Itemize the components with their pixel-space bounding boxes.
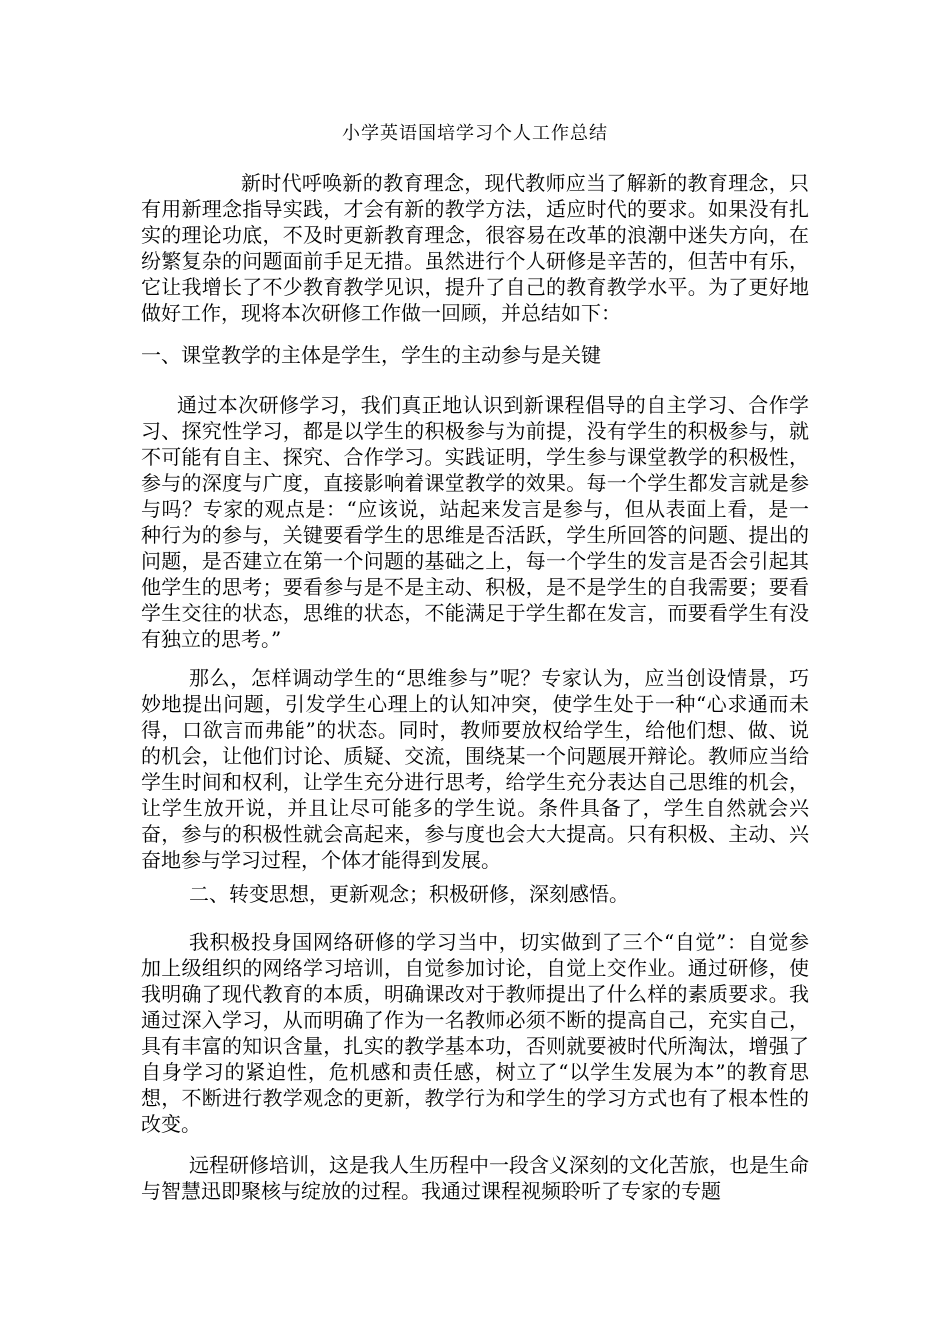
intro-paragraph: 新时代呼唤新的教育理念，现代教师应当了解新的教育理念，只有用新理念指导实践，才会有新的教学方法，适应时代的要求。如果没有扎实的理论功底，不及时更新教育理念，很容易在改革的浪潮中迷失方向，在纷繁复杂的问题面前手足无措。虽然进行个人研修是辛苦的，但苦中有乐，它让我增长了不少教育教学见识，提升了自己的教育教学水平。为了更好地做好工作，现将本次研修工作做一回顾，并总结如下： bbox=[141, 171, 809, 325]
section-2-heading: 二、转变思想，更新观念；积极研修，深刻感悟。 bbox=[189, 882, 629, 906]
section-2-paragraph-2: 远程研修培训，这是我人生历程中一段含义深刻的文化苦旅，也是生命与智慧迅即聚核与绽放的过程。我通过课程视频聆听了专家的专题 bbox=[141, 1153, 809, 1203]
section-1-paragraph-2: 那么，怎样调动学生的“思维参与”呢？专家认为，应当创设情景，巧妙地提出问题，引发学生心理上的认知冲突，使学生处于一种“心求通而未得，口欲言而弗能”的状态。同时，教师要放权给学生，给他们想、做、说的机会，让他们讨论、质疑、交流，围绕某一个问题展开辩论。教师应当给学生时间和权利，让学生充分进行思考，给学生充分表达自己思维的机会，让学生放开说，并且让尽可能多的学生说。条件具备了，学生自然就会兴奋，参与的积极性就会高起来，参与度也会大大提高。只有积极、主动、兴奋地参与学习过程，个体才能得到发展。 bbox=[141, 666, 809, 872]
section-1-heading: 一、课堂教学的主体是学生，学生的主动参与是关键 bbox=[141, 343, 601, 367]
section-2-paragraph-1: 我积极投身国网络研修的学习当中，切实做到了三个“自觉”：自觉参加上级组织的网络学习培训，自觉参加讨论，自觉上交作业。通过研修，使我明确了现代教育的本质，明确课改对于教师提出了什么样的素质要求。我通过深入学习，从而明确了作为一名教师必须不断的提高自己，充实自己，具有丰富的知识含量，扎实的教学基本功，否则就要被时代所淘汰，增强了自身学习的紧迫性，危机感和责任感，树立了“以学生发展为本”的教育思想，不断进行教学观念的更新，教学行为和学生的学习方式也有了根本性的改变。 bbox=[141, 930, 809, 1136]
document-title: 小学英语国培学习个人工作总结 bbox=[342, 123, 608, 144]
section-1-paragraph-1: 通过本次研修学习，我们真正地认识到新课程倡导的自主学习、合作学习、探究性学习，都是以学生的积极参与为前提，没有学生的积极参与，就不可能有自主、探究、合作学习。实践证明，学生参与课堂教学的积极性，参与的深度与广度，直接影响着课堂教学的效果。每一个学生都发言就是参与吗？专家的观点是：“应该说，站起来发言是参与，但从表面上看，是一种行为的参与，关键要看学生的思维是否活跃，学生所回答的问题、提出的问题，是否建立在第一个问题的基础之上，每一个学生的发言是否会引起其他学生的思考；要看参与是不是主动、积极，是不是学生的自我需要；要看学生交往的状态，思维的状态，不能满足于学生都在发言，而要看学生有没有独立的思考。” bbox=[141, 393, 809, 651]
